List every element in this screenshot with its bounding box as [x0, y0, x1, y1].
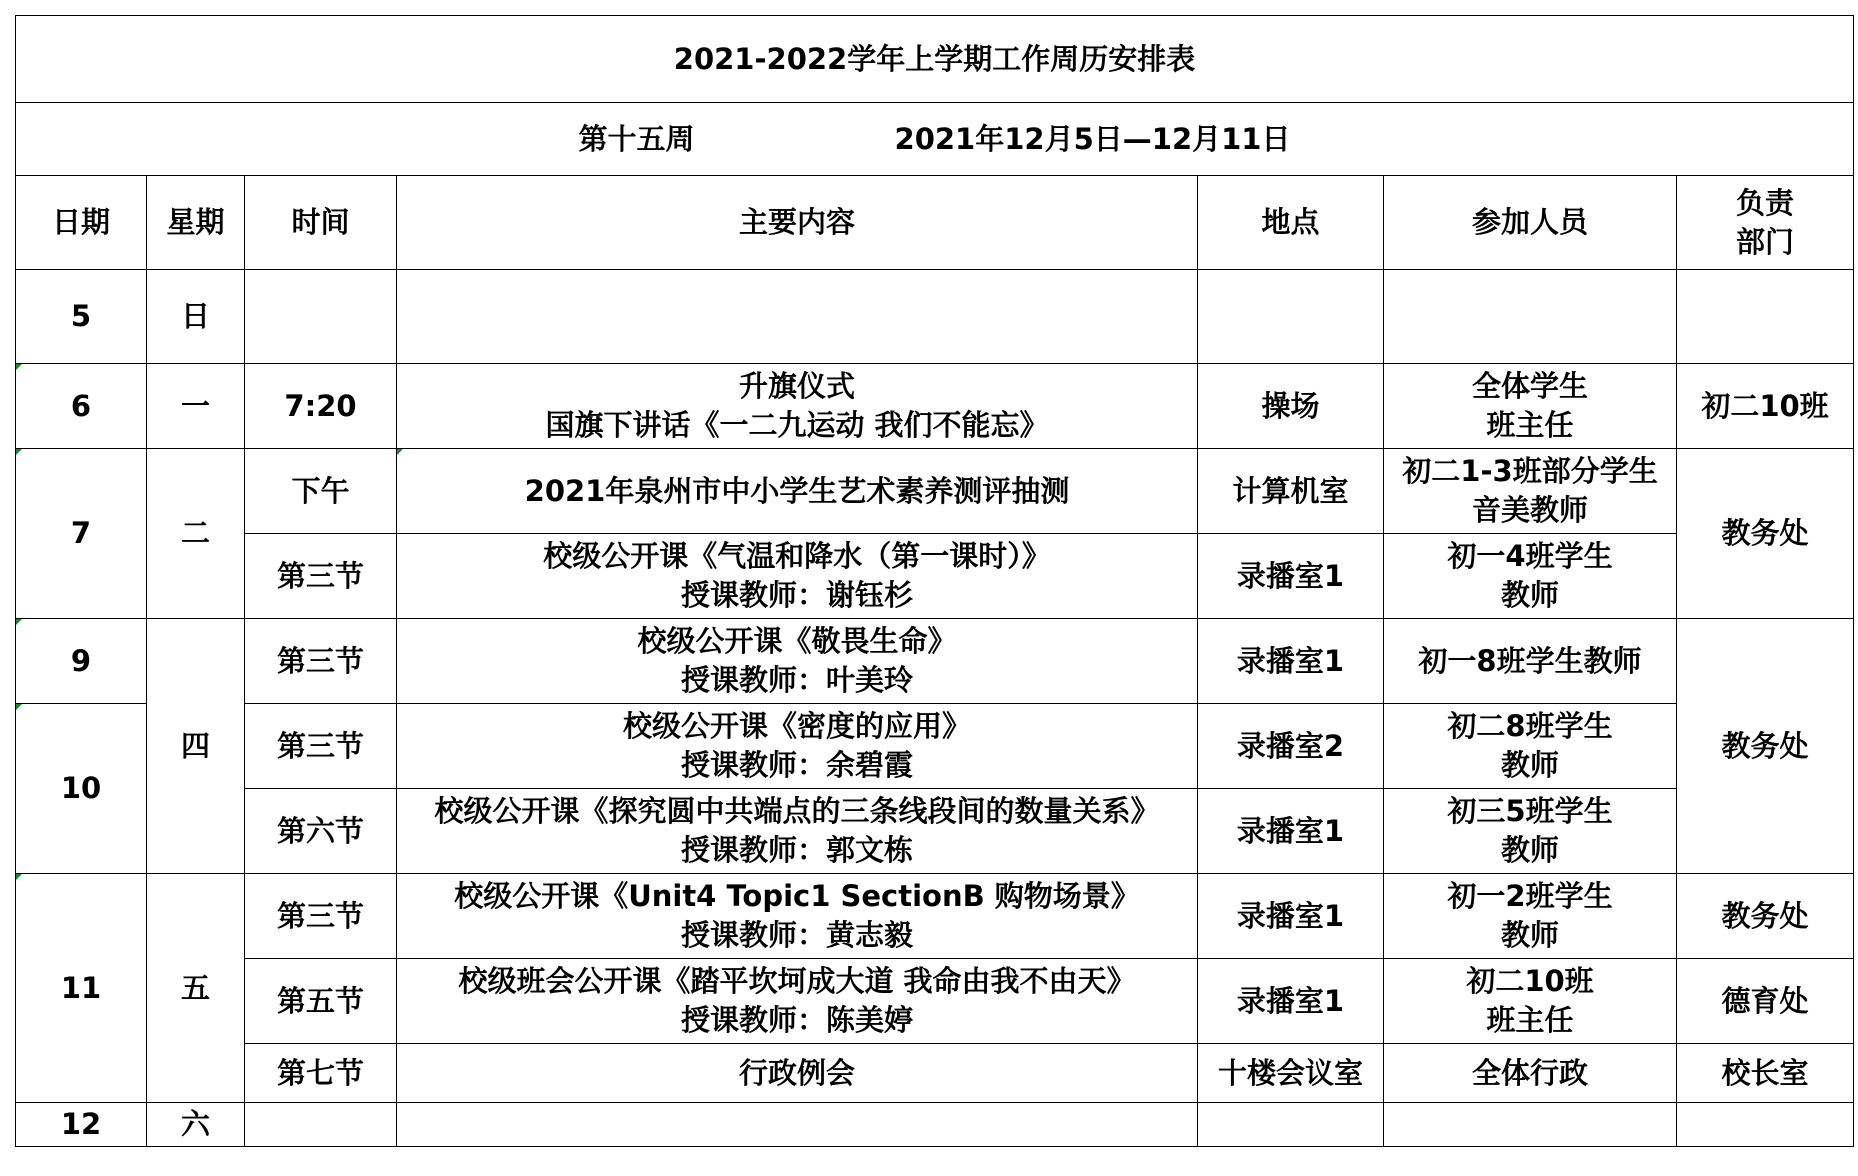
week-dates: 2021年12月5日—12月11日 — [894, 121, 1291, 156]
content-cell — [397, 1103, 1198, 1147]
header-weekday: 星期 — [147, 176, 245, 270]
header-dept — [1677, 176, 1854, 270]
header-date: 日期 — [16, 176, 147, 270]
page-title: 2021-2022学年上学期工作周历安排表 — [16, 16, 1854, 103]
place-cell — [1198, 270, 1384, 364]
table-row — [16, 449, 1854, 534]
participants-cell — [1384, 789, 1677, 874]
participants-line: 教师 — [1500, 833, 1559, 867]
weekday-cell: 四 — [147, 619, 245, 874]
content-line: 授课教师：叶美玲 — [680, 663, 913, 697]
content-cell — [397, 619, 1198, 704]
header-dept-line2: 部门 — [1735, 224, 1794, 259]
participants-line: 音美教师 — [1471, 493, 1588, 527]
header-participants: 参加人员 — [1384, 176, 1677, 270]
participants-line: 初二10班 — [1466, 964, 1594, 998]
participants-line: 教师 — [1500, 918, 1559, 952]
place-cell: 录播室2 — [1198, 704, 1384, 789]
dept-cell: 教务处 — [1677, 619, 1854, 874]
participants-line: 初三5班学生 — [1447, 794, 1613, 828]
participants-line: 初一4班学生 — [1447, 539, 1613, 573]
content-line: 授课教师：郭文栋 — [680, 833, 913, 867]
weekday-cell: 六 — [147, 1103, 245, 1147]
content-line: 升旗仪式 — [738, 369, 855, 403]
week-label: 第十五周 — [578, 121, 695, 156]
time-cell — [245, 270, 397, 364]
participants-cell — [1384, 449, 1677, 534]
table-row — [16, 1044, 1854, 1103]
header-place: 地点 — [1198, 176, 1384, 270]
table-row — [16, 364, 1854, 449]
time-cell: 第三节 — [245, 534, 397, 619]
participants-cell — [1384, 959, 1677, 1044]
content-cell — [397, 789, 1198, 874]
weekday-cell: 一 — [147, 364, 245, 449]
dept-cell: 德育处 — [1677, 959, 1854, 1044]
content-line: 授课教师：陈美婷 — [680, 1003, 913, 1037]
content-line: 行政例会 — [738, 1055, 855, 1090]
header-time: 时间 — [245, 176, 397, 270]
dept-cell: 校长室 — [1677, 1044, 1854, 1103]
content-line: 校级公开课《密度的应用》 — [622, 709, 971, 743]
date-cell: 11 — [16, 874, 147, 1103]
time-cell — [245, 1103, 397, 1147]
time-cell: 第三节 — [245, 704, 397, 789]
weekday-cell: 二 — [147, 449, 245, 619]
participants-line: 全体行政 — [1471, 1055, 1588, 1090]
time-cell: 第三节 — [245, 619, 397, 704]
time-cell: 第五节 — [245, 959, 397, 1044]
place-cell: 录播室1 — [1198, 874, 1384, 959]
content-line: 国旗下讲话《一二九运动 我们不能忘》 — [545, 408, 1049, 442]
content-cell — [397, 270, 1198, 364]
time-cell: 7:20 — [245, 364, 397, 449]
content-line: 校级公开课《敬畏生命》 — [637, 624, 957, 658]
participants-line: 教师 — [1500, 748, 1559, 782]
participants-cell — [1384, 619, 1677, 704]
content-line: 校级班会公开课《踏平坎坷成大道 我命由我不由天》 — [458, 964, 1136, 998]
participants-line: 初二8班学生 — [1447, 709, 1613, 743]
place-cell: 十楼会议室 — [1198, 1044, 1384, 1103]
place-cell: 录播室1 — [1198, 534, 1384, 619]
content-cell — [397, 364, 1198, 449]
dept-cell — [1677, 1103, 1854, 1147]
participants-line: 初一2班学生 — [1447, 879, 1613, 913]
participants-line: 班主任 — [1486, 408, 1574, 442]
place-cell: 操场 — [1198, 364, 1384, 449]
content-cell — [397, 959, 1198, 1044]
participants-cell — [1384, 704, 1677, 789]
participants-cell — [1384, 1044, 1677, 1103]
participants-cell — [1384, 1103, 1677, 1147]
time-cell: 下午 — [245, 449, 397, 534]
participants-line: 初二1-3班部分学生 — [1402, 454, 1658, 488]
date-cell: 6 — [16, 364, 147, 449]
content-line: 校级公开课《Unit4 Topic1 SectionB 购物场景》 — [454, 879, 1140, 913]
table-row — [16, 959, 1854, 1044]
header-row — [16, 176, 1854, 270]
content-cell — [397, 874, 1198, 959]
table-row — [16, 704, 1854, 789]
date-cell: 5 — [16, 270, 147, 364]
weekday-cell: 五 — [147, 874, 245, 1103]
time-cell: 第三节 — [245, 874, 397, 959]
table-row — [16, 1103, 1854, 1147]
participants-cell — [1384, 534, 1677, 619]
place-cell: 录播室1 — [1198, 959, 1384, 1044]
content-line: 授课教师：余碧霞 — [680, 748, 913, 782]
participants-cell — [1384, 874, 1677, 959]
dept-cell — [1677, 270, 1854, 364]
date-cell: 12 — [16, 1103, 147, 1147]
place-cell: 计算机室 — [1198, 449, 1384, 534]
date-cell: 9 — [16, 619, 147, 704]
content-line: 授课教师：黄志毅 — [680, 918, 913, 952]
table-row — [16, 789, 1854, 874]
content-line: 2021年泉州市中小学生艺术素养测评抽测 — [524, 473, 1070, 508]
content-line: 校级公开课《气温和降水（第一课时）》 — [543, 539, 1051, 573]
participants-line: 班主任 — [1486, 1003, 1574, 1037]
date-cell: 10 — [16, 704, 147, 874]
week-info — [16, 103, 1854, 176]
schedule-table — [15, 15, 1854, 1147]
header-content: 主要内容 — [397, 176, 1198, 270]
time-cell: 第七节 — [245, 1044, 397, 1103]
weekday-cell: 日 — [147, 270, 245, 364]
content-cell — [397, 1044, 1198, 1103]
participants-line: 教师 — [1500, 578, 1559, 612]
date-cell: 7 — [16, 449, 147, 619]
table-row — [16, 874, 1854, 959]
place-cell — [1198, 1103, 1384, 1147]
table-row — [16, 534, 1854, 619]
participants-line: 初一8班学生教师 — [1418, 643, 1642, 678]
table-row — [16, 270, 1854, 364]
content-cell — [397, 534, 1198, 619]
participants-line: 全体学生 — [1471, 369, 1588, 403]
dept-cell: 教务处 — [1677, 874, 1854, 959]
dept-cell: 教务处 — [1677, 449, 1854, 619]
content-line: 校级公开课《探究圆中共端点的三条线段间的数量关系》 — [434, 794, 1160, 828]
time-cell: 第六节 — [245, 789, 397, 874]
table-row — [16, 619, 1854, 704]
participants-cell — [1384, 364, 1677, 449]
dept-cell: 初二10班 — [1677, 364, 1854, 449]
content-cell — [397, 449, 1198, 534]
header-dept-line1: 负责 — [1735, 185, 1794, 220]
place-cell: 录播室1 — [1198, 789, 1384, 874]
content-cell — [397, 704, 1198, 789]
place-cell: 录播室1 — [1198, 619, 1384, 704]
participants-cell — [1384, 270, 1677, 364]
content-line: 授课教师：谢钰杉 — [680, 578, 913, 612]
